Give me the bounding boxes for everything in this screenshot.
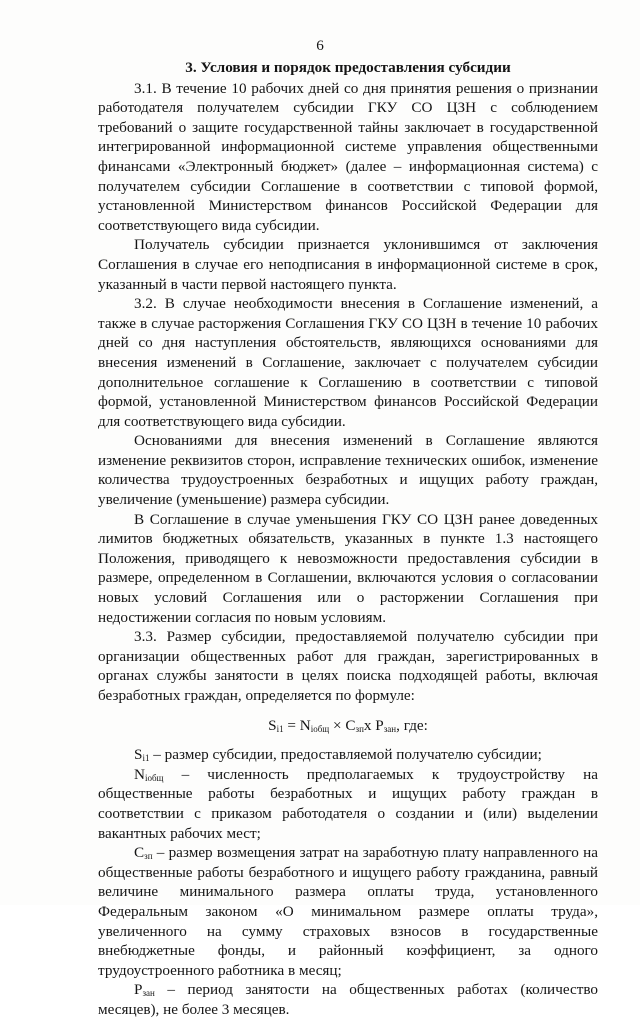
paragraph-grounds: Основаниями для внесения изменений в Соглашение являются изменение реквизитов сторон, исправление технических ошибок, изменение количества трудоустроенных безработных и ищущих работу граждан, увеличение (уменьшение) размера субсидии. — [98, 432, 598, 509]
definition-n: $N_{iобщ}$ – численность предполагаемых к трудоустройству на общественные работы безработных и ищущих работу граждан в соответствии с приказом работодателя о создании и (или) выделении вакантных рабочих мест; — [98, 765, 598, 842]
paragraph-evasion: Получатель субсидии признается уклонившимся от заключения Соглашения в случае его неподписания в информационной системе в срок, указанный в части первой настоящего пункта. — [98, 236, 598, 293]
paragraph-3-3: 3.3. Размер субсидии, предоставляемой получателю субсидии при организации общественных работ для граждан, зарегистрированных в органах службы занятости в целях поиска подходящей работы, включая безработных граждан, определяется по формуле: — [98, 628, 598, 704]
paragraph-limits: В Соглашение в случае уменьшения ГКУ СО ЦЗН ранее доведенных лимитов бюджетных обязательств, указанных в пункте 1.3 настоящего Положения, приводящего к невозможности предоставления субсидии в размере, определенном в Соглашении, включаются условия о согласовании новых условий Соглашения или о расторжении Соглашения при недостижении согласия по новым условиям. — [98, 510, 598, 626]
paragraph-3-1: 3.1. В течение 10 рабочих дней со дня принятия решения о признании работодателя получателем субсидии ГКУ СО ЦЗН с соблюдением требований о защите государственной тайны заключает в государственной интегрированной информационной системе управления общественными финансами «Электронный бюджет» (далее – информационная система) с получателем субсидии Соглашение в соответствии с типовой формой, установленной Министерством финансов Российской Федерации для соответствующего вида субсидии. — [98, 79, 598, 234]
section-title: 3. Условия и порядок предоставления субсидии — [185, 59, 511, 76]
subsidy-formula: $S_{i1} = N_{iобщ} \times C_{зп}x$ $P_{зан}$, где: — [268, 716, 428, 734]
page-content — [98, 58, 598, 1020]
definition-s: $S_{i1}$ – размер субсидии, предоставляемой получателю субсидии; — [134, 746, 542, 764]
paragraph-3-2: 3.2. В случае необходимости внесения в Соглашение изменений, а также в случае расторжения Соглашения ГКУ СО ЦЗН в течение 10 рабочих дней со дня наступления обстоятельств, являющихся основаниями для внесения изменений в Соглашение, заключает с получателем субсидии дополнительное соглашение к Соглашению в соответствии с типовой формой, установленной Министерством финансов Российской Федерации для соответствующего вида субсидии. — [98, 295, 598, 430]
page-number: 6 — [316, 37, 324, 54]
definition-p: $P_{зан}$ – период занятости на общественных работах (количество месяцев), не более 3 месяцев. — [98, 981, 598, 1018]
definition-c: $C_{зп}$ – размер возмещения затрат на заработную плату направленного на общественные работы безработного и ищущего работу гражданина, равный величине минимального размера оплаты труда, установленного Федеральным законом «О минимальном размере оплаты труда», увеличенного на сумму страховых взносов в государственные внебюджетные фонды, и районный коэффициент, за одного трудоустроенного работника в месяц; — [98, 844, 598, 979]
